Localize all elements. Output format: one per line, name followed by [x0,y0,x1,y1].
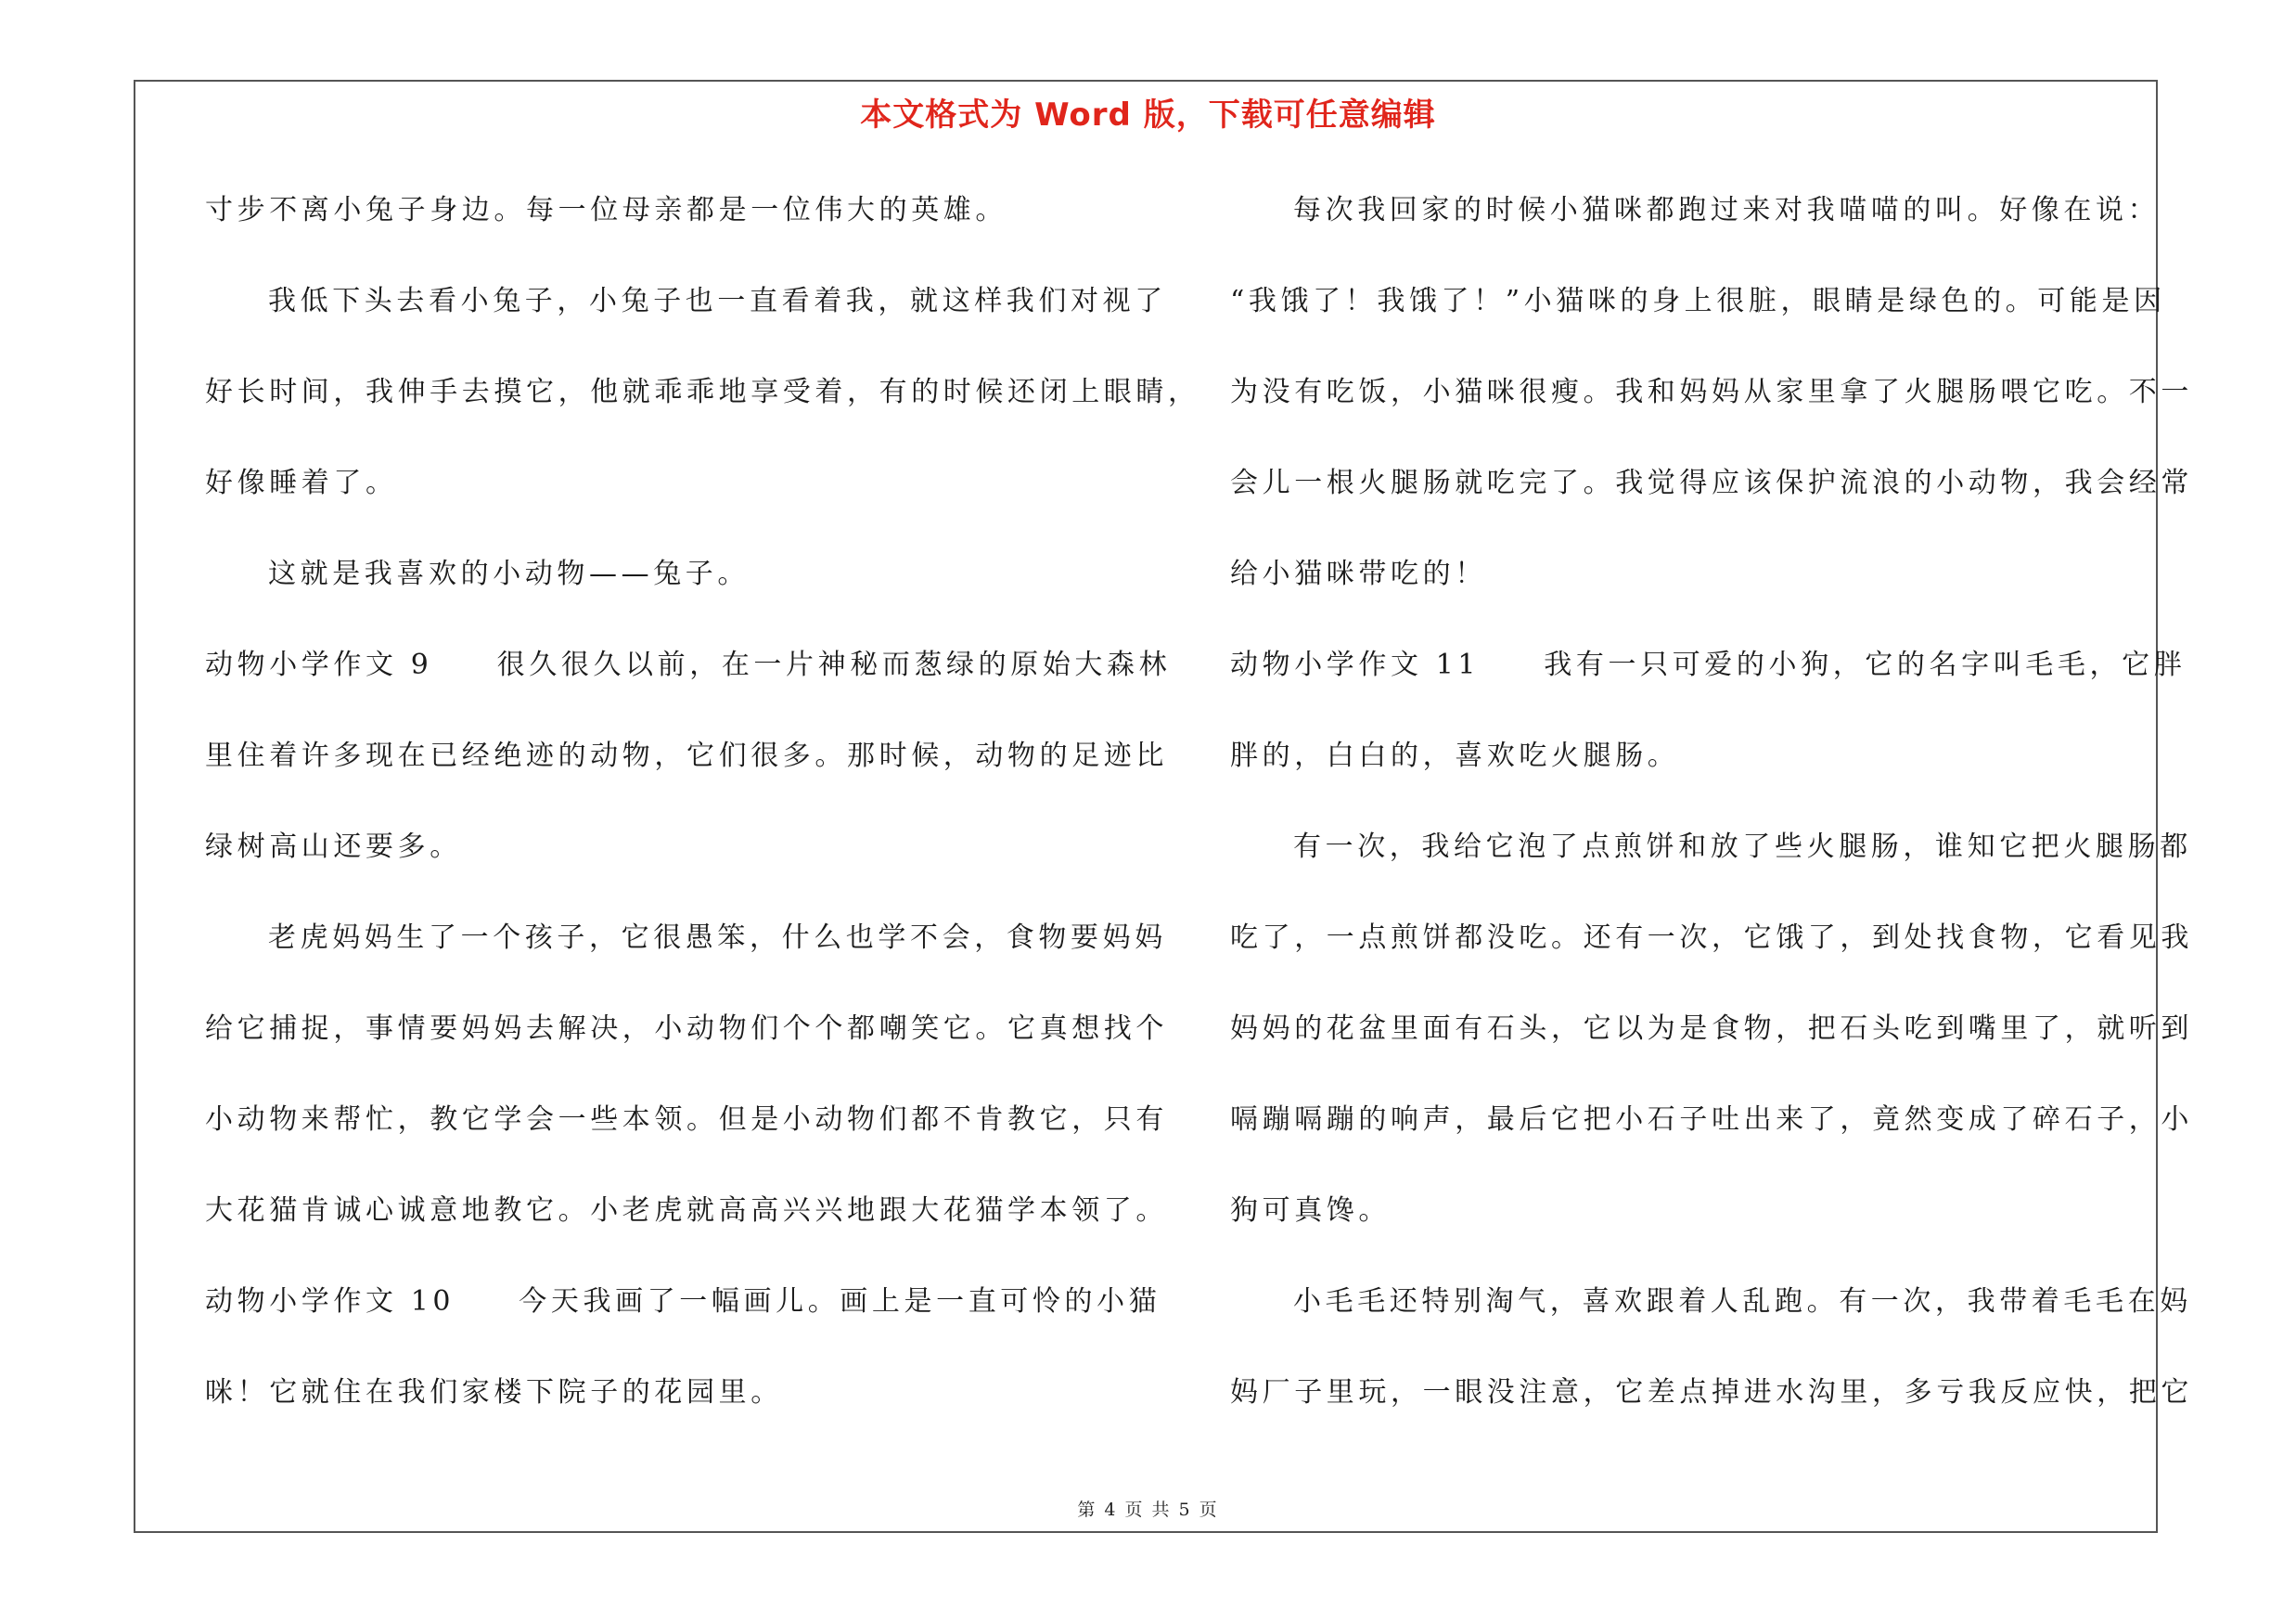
text-line: 我低下头去看小兔子，小兔子也一直看着我，就这样我们对视了 [268,285,1167,317]
text-line: 老虎妈妈生了一个孩子，它很愚笨，什么也学不会，食物要妈妈 [268,921,1167,954]
text-line: 妈妈的花盆里面有石头，它以为是食物，把石头吃到嘴里了，就听到 [1230,1012,2193,1045]
text-line: 胖的，白白的，喜欢吃火腿肠。 [1230,740,1680,772]
text-line: 动物小学作文 9 很久很久以前，在一片神秘而葱绿的原始大森林 [205,649,1172,681]
document-banner: 本文格式为 Word 版，下载可任意编辑 [860,97,1436,134]
text-line: 每次我回家的时候小猫咪都跑过来对我喵喵的叫。好像在说： [1293,194,2161,226]
text-line: 小动物来帮忙，教它学会一些本领。但是小动物们都不肯教它，只有 [205,1103,1168,1136]
text-line: 大花猫肯诚心诚意地教它。小老虎就高高兴兴地跟大花猫学本领了。 [205,1194,1168,1227]
text-line: 给小猫咪带吃的！ [1230,558,1487,590]
left-text-column [205,182,1200,1455]
text-line: 绿树高山还要多。 [205,831,462,863]
text-line: 里住着许多现在已经绝迹的动物，它们很多。那时候，动物的足迹比 [205,740,1168,772]
text-line: 狗可真馋。 [1230,1194,1391,1227]
text-line: 会儿一根火腿肠就吃完了。我觉得应该保护流浪的小动物，我会经常 [1230,467,2193,499]
page-number-footer: 第 4 页 共 5 页 [1077,1500,1219,1520]
text-line: 寸步不离小兔子身边。每一位母亲都是一位伟大的英雄。 [205,194,1007,226]
text-line: 这就是我喜欢的小动物——兔子。 [268,558,750,590]
text-line: 动物小学作文 11 我有一只可爱的小狗，它的名字叫毛毛，它胖 [1230,649,2187,681]
text-line: 好长时间，我伸手去摸它，他就乖乖地享受着，有的时候还闭上眼睛， [205,376,1200,408]
text-line: 吃了，一点煎饼都没吃。还有一次，它饿了，到处找食物，它看见我 [1230,921,2193,954]
text-line: 嗝蹦嗝蹦的响声，最后它把小石子吐出来了，竟然变成了碎石子，小 [1230,1103,2193,1136]
text-line: 给它捕捉，事情要妈妈去解决，小动物们个个都嘲笑它。它真想找个 [205,1012,1168,1045]
text-line: 妈厂子里玩，一眼没注意，它差点掉进水沟里，多亏我反应快，把它 [1230,1376,2193,1409]
text-line: “我饿了！我饿了！”小猫咪的身上很脏，眼睛是绿色的。可能是因 [1230,285,2166,317]
text-line: 动物小学作文 10 今天我画了一幅画儿。画上是一直可怜的小猫 [205,1285,1161,1318]
text-line: 咪！它就住在我们家楼下院子的花园里。 [205,1376,783,1409]
text-line: 为没有吃饭，小猫咪很瘦。我和妈妈从家里拿了火腿肠喂它吃。不一 [1230,376,2193,408]
text-line: 小毛毛还特别淘气，喜欢跟着人乱跑。有一次，我带着毛毛在妈 [1293,1285,2192,1318]
right-text-column [1230,182,2193,1455]
text-line: 有一次，我给它泡了点煎饼和放了些火腿肠，谁知它把火腿肠都 [1293,831,2192,863]
text-line: 好像睡着了。 [205,467,398,499]
